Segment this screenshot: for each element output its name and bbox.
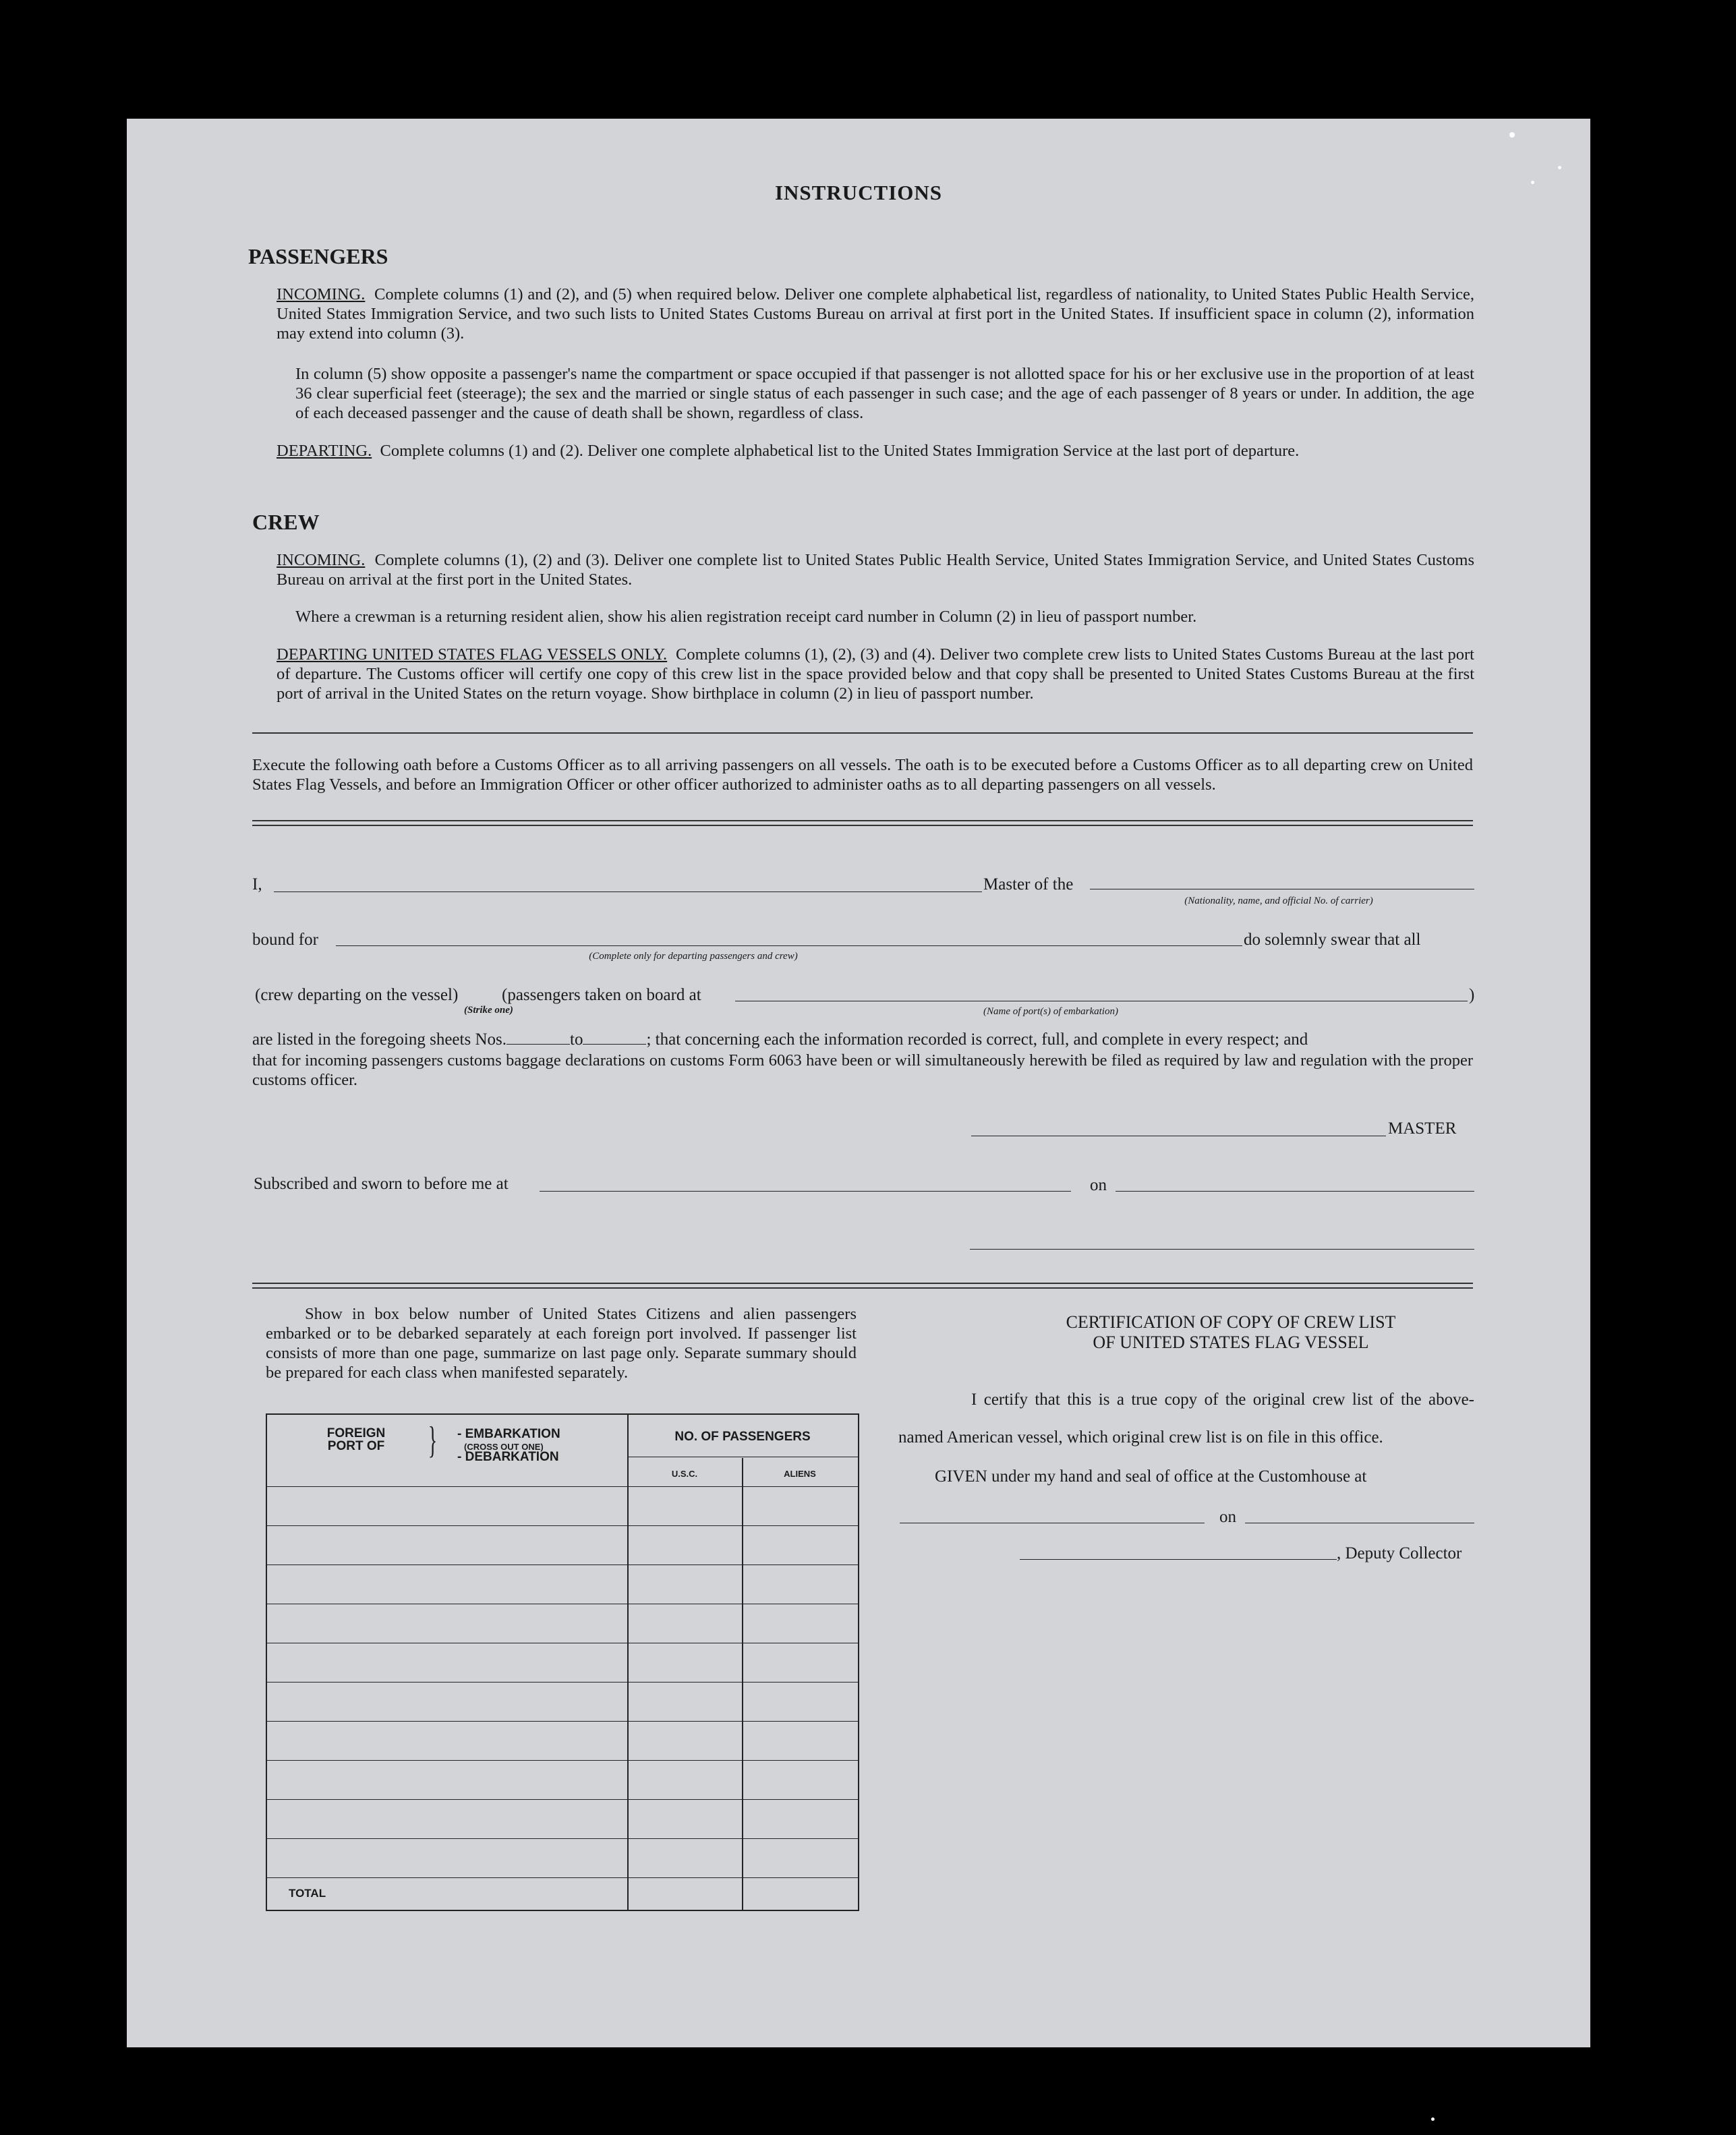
certification-title-line2: OF UNITED STATES FLAG VESSEL	[1093, 1333, 1369, 1352]
crew-incoming-text: Complete columns (1), (2) and (3). Deliver one complete list to United States Public Health Service, United States Immigration Service, and United States Customs Bureau on arrival at the first port in the United States.	[277, 551, 1474, 589]
crew-incoming-paragraph	[277, 550, 1474, 589]
embarkation-option[interactable]: - EMBARKATION	[457, 1427, 560, 1441]
deputy-collector-label: , Deputy Collector	[1337, 1544, 1462, 1562]
passengers-column5-paragraph: In column (5) show opposite a passenger's name the compartment or space occupied if that passenger is not allotted space for his or her exclusive use in the proportion of at least 36 clear superficial feet (steerage); the sex and the married or single status of each passenger in such case; and the age of each passenger of 8 years or under. In addition, the age of each deceased passenger and the cause of death shall be shown, regardless of class.	[295, 365, 1474, 422]
summary-instructions: Show in box below number of United States Citizens and alien passengers embarked or to be debarked separately at each foreign port involved. If passenger list consists of more than one page, summarize on last page only. Separate summary should be prepared for each class when manifested separately.	[266, 1305, 857, 1382]
passenger-summary-table	[266, 1413, 859, 1911]
sheets-to-label: to	[570, 1030, 583, 1049]
film-speck	[1431, 2117, 1435, 2121]
crew-departing-text: Complete columns (1), (2), (3) and (4). Deliver two complete crew lists to United States Customs Bureau at the last port of departure. The Customs officer will certify one copy of this crew list in the space provided below and that copy shall be presented to United States Customs Bureau at the first port of arrival in the United States on the return voyage. Show birthplace in column (2) in lieu of passport number.	[277, 645, 1474, 703]
baggage-statement: that for incoming passengers customs baggage declarations on customs Form 6063 have been or will simultaneously herewith be filed as required by law and regulation with the proper customs officer.	[252, 1051, 1473, 1089]
divider	[252, 732, 1473, 734]
page-title: INSTRUCTIONS	[774, 181, 942, 204]
close-paren: )	[1469, 986, 1475, 1004]
header-bottom	[267, 1486, 858, 1487]
passengers-departing-text: Complete columns (1) and (2). Deliver one complete alphabetical list to the United States Immigration Service at the last port of departure.	[380, 442, 1300, 460]
passengers-incoming-text: Complete columns (1) and (2), and (5) when required below. Deliver one complete alphabetical list, regardless of nationality, to United States Public Health Service, United States Immigration Service, and two such lists to United States Customs Bureau on arrival at first port in the United States. If insufficient space in column (2), information may extend into column (3).	[277, 285, 1475, 343]
total-label: TOTAL	[289, 1887, 326, 1900]
certification-title-line1: CERTIFICATION OF COPY OF CREW LIST	[1066, 1312, 1396, 1332]
bound-for-label: bound for	[252, 931, 318, 949]
double-divider-2-bottom	[252, 1287, 1473, 1289]
table-row[interactable]	[267, 1877, 858, 1878]
master-of-the-label: Master of the	[983, 875, 1074, 894]
table-row[interactable]	[267, 1564, 858, 1565]
film-speck	[1558, 166, 1561, 169]
strike-one-caption: (Strike one)	[464, 1005, 513, 1016]
aliens-header: ALIENS	[784, 1469, 816, 1479]
certification-line2: named American vessel, which original crew list is on file in this office.	[898, 1428, 1383, 1446]
master-name-field[interactable]	[274, 891, 982, 892]
sworn-date-field[interactable]	[1116, 1191, 1474, 1192]
ports-caption: (Name of port(s) of embarkation)	[983, 1006, 1118, 1017]
sheets-nos-label: are listed in the foregoing sheets Nos.	[252, 1030, 507, 1049]
double-divider-top	[252, 820, 1473, 821]
cross-out-caption: (CROSS OUT ONE)	[464, 1442, 544, 1452]
crew-departing-option[interactable]: (crew departing on the vessel)	[255, 986, 459, 1004]
sworn-on-label: on	[1090, 1176, 1107, 1194]
deputy-signature-field[interactable]	[1020, 1559, 1337, 1560]
table-row[interactable]	[267, 1838, 858, 1839]
no-passengers-header: NO. OF PASSENGERS	[674, 1430, 811, 1444]
passengers-heading: PASSENGERS	[248, 244, 388, 268]
double-divider-2-top	[252, 1283, 1473, 1284]
swear-label: do solemnly swear that all	[1244, 931, 1421, 949]
officer-signature-field[interactable]	[970, 1249, 1474, 1250]
passengers-departing-paragraph	[277, 441, 1474, 461]
sworn-place-field[interactable]	[540, 1191, 1071, 1192]
table-row[interactable]	[267, 1760, 858, 1761]
table-row[interactable]	[267, 1525, 858, 1526]
sheets-to-field[interactable]	[583, 1044, 646, 1045]
table-row[interactable]	[267, 1799, 858, 1800]
oath-i-label: I,	[252, 875, 262, 894]
listed-label	[252, 1030, 1308, 1049]
master-label: MASTER	[1388, 1119, 1457, 1138]
passengers-incoming-paragraph	[277, 285, 1474, 343]
table-row[interactable]	[267, 1721, 858, 1722]
passengers-taken-option[interactable]: (passengers taken on board at	[502, 986, 701, 1004]
form-page	[127, 119, 1590, 2047]
certification-line3: GIVEN under my hand and seal of office at the Customhouse at	[935, 1467, 1367, 1486]
sheets-from-field[interactable]	[507, 1044, 570, 1045]
crew-resident-paragraph: Where a crewman is a returning resident alien, show his alien registration receipt card number in Column (2) in lieu of passport number.	[295, 608, 1197, 626]
crew-incoming-label: INCOMING.	[277, 551, 366, 569]
col-divider-1	[627, 1415, 629, 1910]
certification-line1: I certify that this is a true copy of the original crew list of the above-	[971, 1391, 1474, 1409]
certification-title	[1012, 1312, 1450, 1353]
film-speck	[1509, 132, 1515, 138]
double-divider-bottom	[252, 825, 1473, 826]
film-speck	[1531, 181, 1534, 184]
complete-caption: (Complete only for departing passengers and crew)	[589, 951, 798, 962]
brace: }	[428, 1420, 438, 1461]
carrier-caption: (Nationality, name, and official No. of carrier)	[1184, 896, 1373, 906]
sheets-statement: ; that concerning each the information recorded is correct, full, and complete in every respect; and	[646, 1030, 1308, 1049]
subscribed-label: Subscribed and sworn to before me at	[254, 1175, 509, 1193]
destination-field[interactable]	[336, 945, 1242, 946]
debarkation-option[interactable]: - DEBARKATION	[457, 1450, 559, 1464]
table-row[interactable]	[267, 1682, 858, 1683]
foreign-port-header: FOREIGN PORT OF	[326, 1426, 386, 1453]
passengers-incoming-label: INCOMING.	[277, 285, 366, 303]
oath-instructions: Execute the following oath before a Customs Officer as to all arriving passengers on all vessels. The oath is to be executed before a Customs Officer as to all departing crew on United States Flag Vessels, and before an Immigration Officer or other officer authorized to administer oaths as to all departing passengers on all vessels.	[252, 756, 1473, 794]
crew-departing-paragraph	[277, 645, 1474, 703]
usc-header: U.S.C.	[671, 1469, 698, 1479]
crew-departing-label: DEPARTING UNITED STATES FLAG VESSELS ONLY.	[277, 645, 668, 664]
passengers-departing-label: DEPARTING.	[277, 442, 372, 460]
crew-heading: CREW	[252, 510, 320, 534]
certification-on-label: on	[1219, 1508, 1236, 1526]
